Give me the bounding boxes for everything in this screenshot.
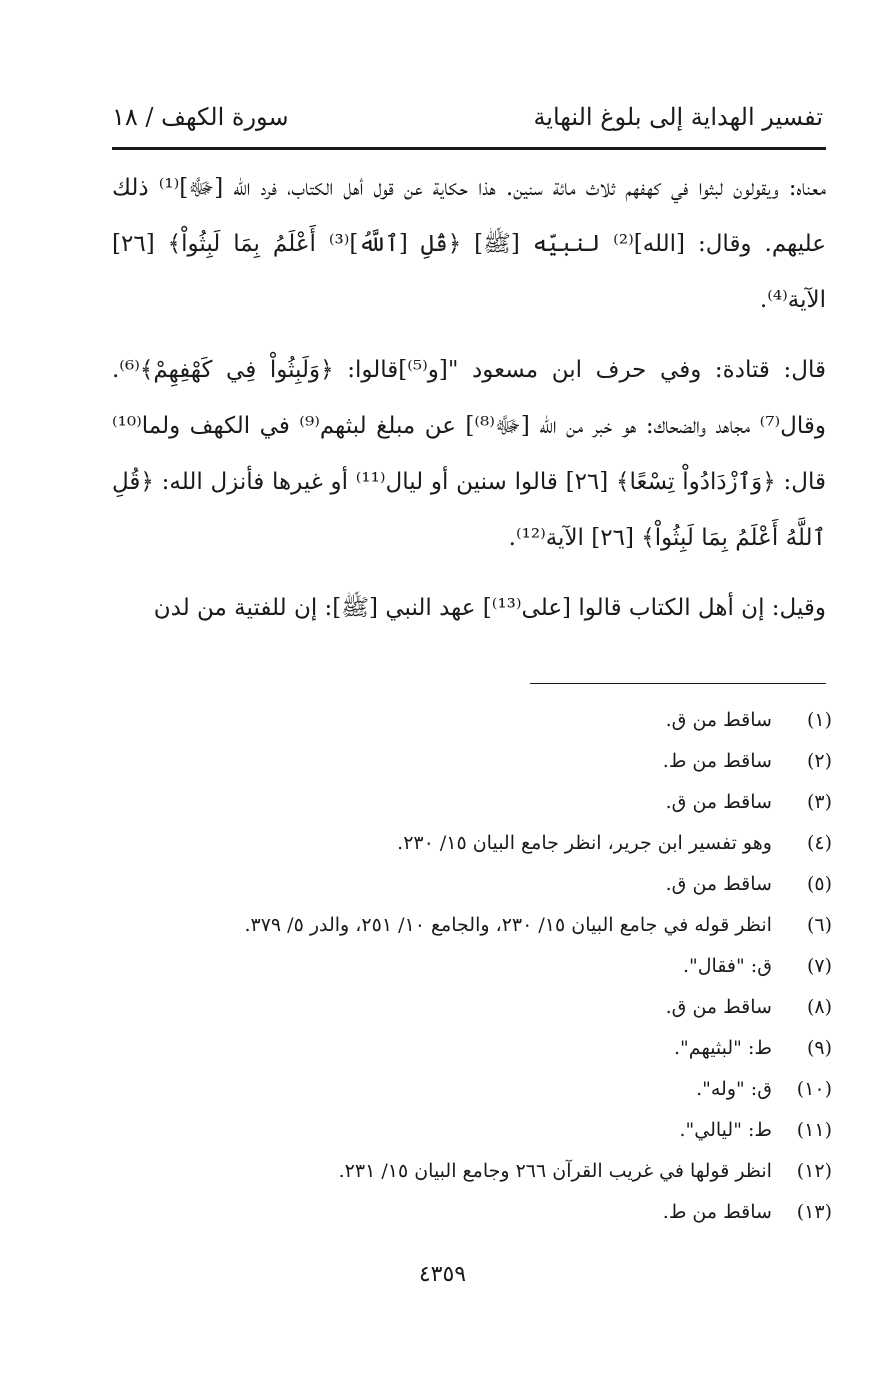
footnote-item: [112, 1028, 832, 1069]
footnote-number: (١٢): [796, 1160, 832, 1182]
footnote-item: [112, 905, 832, 946]
footnote-text: وهو تفسير ابن جرير، انظر جامع البيان ١٥/ ٢٣٠.: [397, 832, 772, 854]
paragraph: قال: قتادة: وفي حرف ابن مسعود "[و⁽⁵⁾]قالوا: ﴿وَلَبِثُواْ فِي كَهْفِهِمْ﴾⁽⁶⁾. وقال⁽⁷⁾ مجاهد والضحاك: هو خبر من الله [ﷻ⁽⁸⁾] عن مبلغ لبثهم⁽⁹⁾ في الكهف ولما⁽¹⁰⁾ قال: ﴿وَٱزْدَادُواْ تِسْعًا﴾ [٢٦] قالوا سنين أو ليال⁽¹¹⁾ أو غيرها فأنزل الله: ﴿قُلِ ٱللَّهُ أَعْلَمُ بِمَا لَبِثُواْ﴾ [٢٦] الآية⁽¹²⁾.: [112, 357, 826, 551]
footnote-text: انظر قولها في غريب القرآن ٢٦٦ وجامع البيان ١٥/ ٢٣١.: [338, 1160, 772, 1182]
footnote-text: ساقط من ق.: [665, 996, 772, 1018]
footnote-item: [112, 1151, 832, 1192]
footnote-number: (١١): [796, 1119, 832, 1141]
footnote-item: [112, 1069, 832, 1110]
footnote-text: ق: "وله".: [696, 1078, 772, 1100]
footnote-number: (١): [806, 709, 832, 731]
footnote-text: ساقط من ق.: [665, 791, 772, 813]
footnote-text: انظر قوله في جامع البيان ١٥/ ٢٣٠، والجامع ١٠/ ٢٥١، والدر ٥/ ٣٧٩.: [244, 914, 772, 936]
footnote-number: (٩): [806, 1037, 832, 1059]
footnote-text: ساقط من ط.: [662, 1201, 772, 1223]
footnote-number: (٧): [806, 955, 832, 977]
footnote-item: [112, 782, 832, 823]
footnote-number: (٥): [806, 873, 832, 895]
main-text: [112, 160, 826, 636]
footnote-item: [112, 823, 832, 864]
footnote-number: (٦): [806, 914, 832, 936]
footnote-item: [112, 864, 832, 905]
footnotes-list: [112, 700, 832, 1233]
paragraph: معناه: ويقولون لبثوا في كهفهم ثلاث مائة سنين. هذا حكاية عن قول أهل الكتاب، فرد الله [ﷻ]⁽¹⁾ ذلك عليهم. وقال: [الله]⁽²⁾ لنبيّه [ﷺ] ﴿قُلِ [ٱللَّهُ]⁽³⁾ أَعْلَمُ بِمَا لَبِثُواْ﴾ [٢٦] الآية⁽⁴⁾.: [112, 175, 827, 313]
footnote-number: (٤): [806, 832, 832, 854]
footnote-number: (١٣): [796, 1201, 832, 1223]
page-number: ٤٣٥٩: [418, 1262, 467, 1287]
footnote-separator: [530, 683, 826, 684]
running-header-surah: سورة الكهف / ١٨: [112, 103, 289, 131]
footnote-item: [112, 946, 832, 987]
footnote-item: [112, 741, 832, 782]
paragraph: وقيل: إن أهل الكتاب قالوا [على⁽¹³⁾] عهد النبي [ﷺ]: إن للفتية من لدن: [153, 595, 826, 621]
footnote-item: [112, 1192, 832, 1233]
footnote-text: ساقط من ط.: [662, 750, 772, 772]
footnote-item: [112, 700, 832, 741]
footnote-number: (٢): [806, 750, 832, 772]
footnote-number: (٨): [806, 996, 832, 1018]
footnote-text: ساقط من ق.: [665, 709, 772, 731]
footnote-text: ق: "فقال".: [682, 955, 772, 977]
footnote-text: ساقط من ق.: [665, 873, 772, 895]
running-header-book-title: تفسير الهداية إلى بلوغ النهاية: [533, 103, 823, 131]
footnote-text: ط: "لبثيهم".: [674, 1037, 772, 1059]
footnote-item: [112, 987, 832, 1028]
footnote-number: (٣): [806, 791, 832, 813]
header-rule: [112, 147, 826, 150]
footnote-number: (١٠): [796, 1078, 832, 1100]
footnote-item: [112, 1110, 832, 1151]
footnote-text: ط: "ليالي".: [679, 1119, 772, 1141]
